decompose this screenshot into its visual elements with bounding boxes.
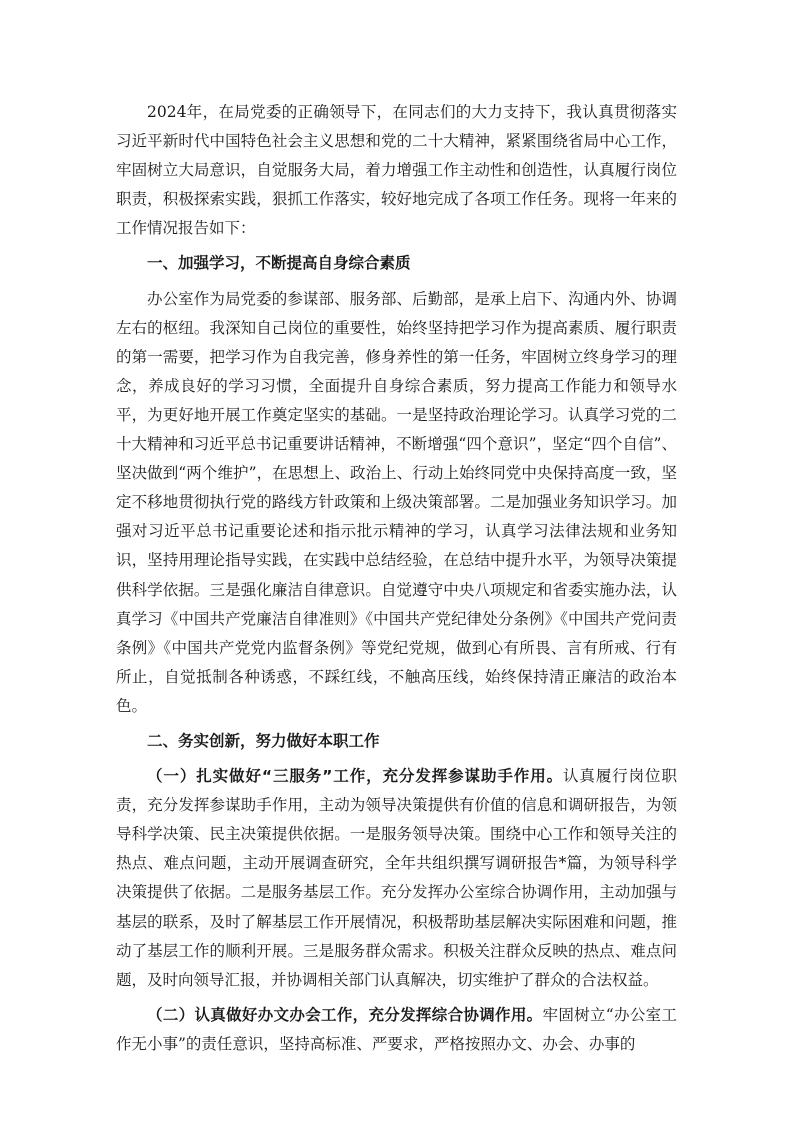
section-2-heading: 二、务实创新，努力做好本职工作: [147, 731, 380, 750]
section-2-item-1: [116, 762, 677, 995]
item-2-lead: （二）认真做好办文办会工作，充分发挥综合协调作用。: [147, 1005, 543, 1024]
section-1-heading: 一、加强学习，不断提高自身综合素质: [147, 254, 411, 273]
section-2-item-2: [116, 1001, 677, 1059]
item-1-body: 认真履行岗位职责，充分发挥参谋助手作用，主动为领导决策提供有价值的信息和调研报告，为领导科学决策、民主决策提供依据。一是服务领导决策。围绕中心工作和领导关注的热点、难点问题，主动开展调查研究，全年共组织撰写调研报告*篇，为领导科学决策提供了依据。二是服务基层工作。充分发挥办公室综合协调作用，主动加强与基层的联系，及时了解基层工作开展情况，积极帮助基层解决实际困难和问题，推动了基层工作的顺利开展。三是服务群众需求。积极关注群众反映的热点、难点问题，及时向领导汇报，并协调相关部门认真解决，切实维护了群众的合法权益。: [116, 767, 677, 989]
intro-paragraph: 2024年，在局党委的正确领导下，在同志们的大力支持下，我认真贯彻落实习近平新时代中国特色社会主义思想和党的二十大精神，紧紧围绕省局中心工作，牢固树立大局意识，自觉服务大局，着力增强工作主动性和创造性，认真履行岗位职责，积极探索实践，狠抓工作落实，较好地完成了各项工作任务。现将一年来的工作情况报告如下：: [116, 103, 677, 238]
section-1-body: 办公室作为局党委的参谋部、服务部、后勤部，是承上启下、沟通内外、协调左右的枢纽。我深知自己岗位的重要性，始终坚持把学习作为提高素质、履行职责的第一需要，把学习作为自我完善，修身养性的第一任务，牢固树立终身学习的理念，养成良好的学习习惯，全面提升自身综合素质，努力提高工作能力和领导水平，为更好地开展工作奠定坚实的基础。一是坚持政治理论学习。认真学习党的二十大精神和习近平总书记重要讲话精神，不断增强“四个意识”，坚定“四个自信”、坚决做到“两个维护”，在思想上、政治上、行动上始终同党中央保持高度一致，坚定不移地贯彻执行党的路线方针政策和上级决策部署。二是加强业务知识学习。加强对习近平总书记重要论述和指示批示精神的学习，认真学习法律法规和业务知识，坚持用理论指导实践，在实践中总结经验，在总结中提升水平，为领导决策提供科学依据。三是强化廉洁自律意识。自觉遵守中央八项规定和省委实施办法，认真学习《中国共产党廉洁自律准则》《中国共产党纪律处分条例》《中国共产党问责条例》《中国共产党党内监督条例》等党纪党规，做到心有所畏、言有所戒、行有所止，自觉抵制各种诱惑，不踩红线，不触高压线，始终保持清正廉洁的政治本色。: [116, 289, 677, 715]
item-1-lead: （一）扎实做好“三服务”工作，充分发挥参谋助手作用。: [147, 767, 564, 786]
item-2-body: 牢固树立“办公室工作无小事”的责任意识，坚持高标准、严要求，严格按照办文、办会、办事的: [116, 1005, 677, 1053]
document-page: [116, 98, 677, 1065]
